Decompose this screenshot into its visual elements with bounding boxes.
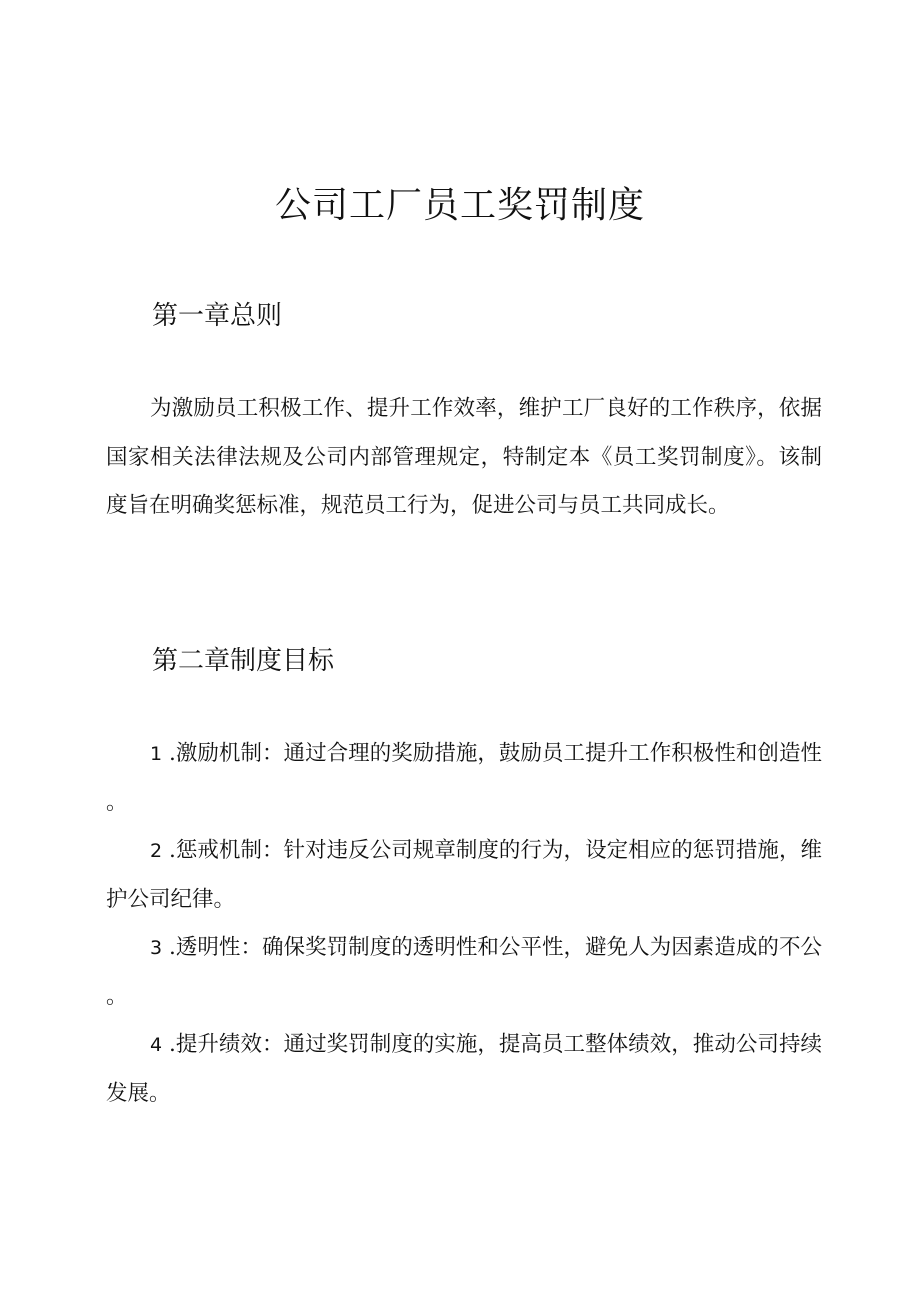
list-item-text: .提升绩效：通过奖罚制度的实施，提高员工整体绩效，推动公司持续发展。 xyxy=(106,1032,822,1106)
list-item-text: .惩戒机制：针对违反公司规章制度的行为，设定相应的惩罚措施，维护公司纪律。 xyxy=(106,838,822,912)
chapter-1-heading: 第一章总则 xyxy=(152,301,283,331)
list-item xyxy=(106,1021,822,1118)
chapter-2-heading: 第二章制度目标 xyxy=(152,646,335,676)
list-item xyxy=(106,924,822,1021)
document-title: 公司工厂员工奖罚制度 xyxy=(274,185,645,226)
list-item-number: 3 xyxy=(150,937,163,959)
list-item-text: .激励机制：通过合理的奖励措施，鼓励员工提升工作积极性和创造性。 xyxy=(106,741,822,815)
list-item-number: 4 xyxy=(150,1034,163,1056)
chapter-1-paragraph: 为激励员工积极工作、提升工作效率，维护工厂良好的工作秩序，依据国家相关法律法规及公司内部管理规定，特制定本《员工奖罚制度》。该制度旨在明确奖惩标准，规范员工行为，促进公司与员工共同成长。 xyxy=(106,396,822,518)
list-item-text: .透明性：确保奖罚制度的透明性和公平性，避免人为因素造成的不公。 xyxy=(106,935,822,1009)
list-item-number: 2 xyxy=(150,840,163,862)
list-item xyxy=(106,827,822,924)
objectives-list xyxy=(106,730,822,1118)
list-item-number: 1 xyxy=(150,743,163,765)
list-item xyxy=(106,730,822,827)
